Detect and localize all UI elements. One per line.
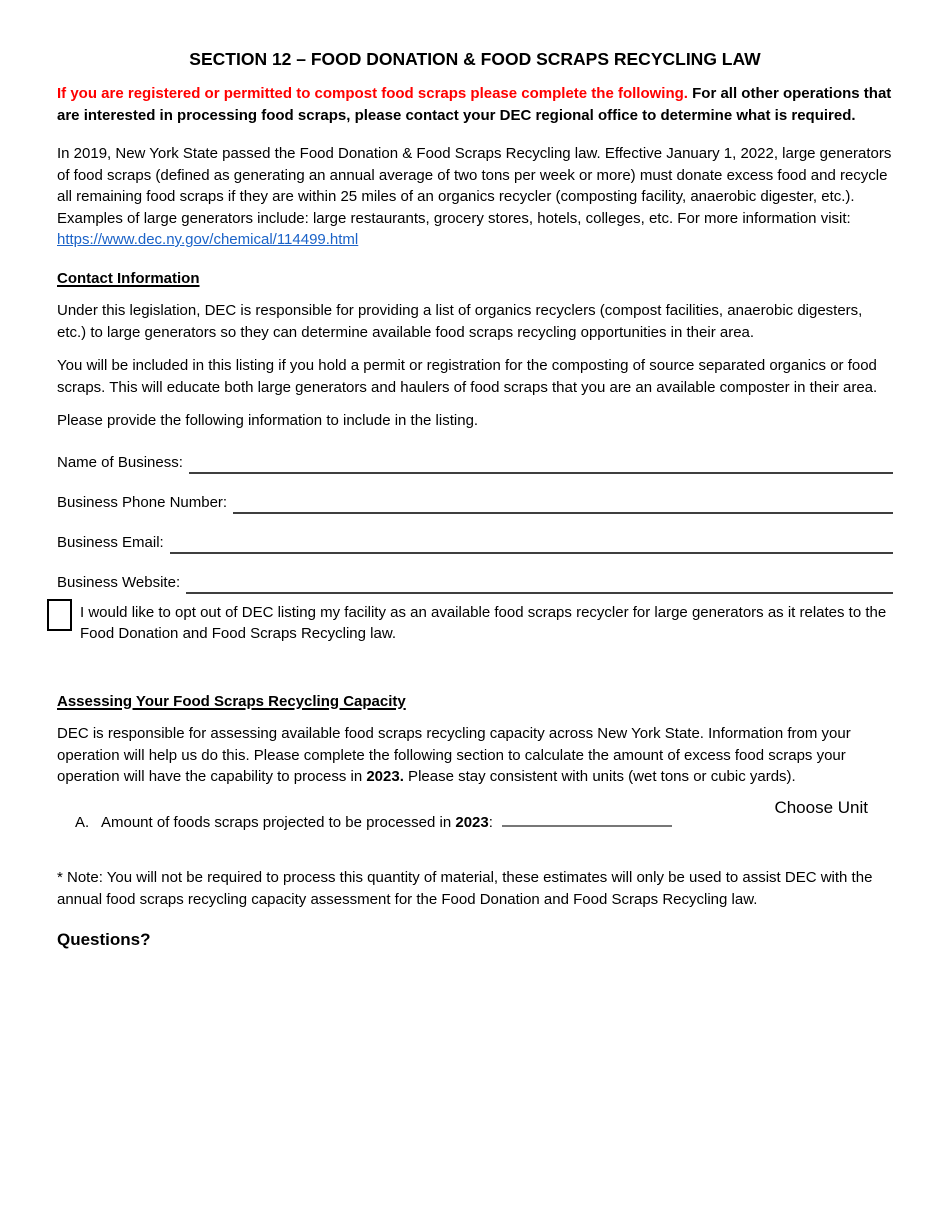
opt-out-label: I would like to opt out of DEC listing my facility as an available food scraps recycler for large generators as it relates to the Food Donation and Food Scraps Recycling law. <box>80 603 887 642</box>
dec-info-link[interactable]: https://www.dec.ny.gov/chemical/114499.html <box>57 231 359 248</box>
capacity-text-1: DEC is responsible for assessing available food scraps recycling capacity across New York State. Information from your operation will help us do this. Please complete the following section to calculate the amount of excess food scraps your operation will have the capability to process in <box>57 725 851 785</box>
law-paragraph-text: In 2019, New York State passed the Food Donation & Food Scraps Recycling law. Effective January 1, 2022, large generators of food scraps (defined as generating an annual average of two tons per week or more) must donate excess food and recycle all remaining food scraps if they are within 25 miles of an organics recycler (composting facility, anaerobic digester, etc.). Examples of large generators include: large restaurants, grocery stores, hotels, colleges, etc. For more information visit: <box>57 145 892 227</box>
business-phone-label: Business Phone Number: <box>57 494 228 511</box>
opt-out-checkbox[interactable] <box>47 599 72 631</box>
item-a-year-bold: 2023 <box>455 813 489 831</box>
contact-paragraph-3: Please provide the following information to include in the listing. <box>57 412 479 429</box>
field-row-business-website <box>57 573 893 594</box>
business-email-label: Business Email: <box>57 534 164 551</box>
questions-heading: Questions? <box>57 930 151 949</box>
intro-rest-text: For all other operations that are interested in processing food scraps, please contact your DEC regional office to determine what is required. <box>57 85 892 124</box>
capacity-item-a <box>57 797 893 834</box>
choose-unit-dropdown[interactable]: Choose Unit <box>774 797 868 817</box>
field-row-name-of-business <box>57 453 893 474</box>
name-of-business-label: Name of Business: <box>57 454 183 471</box>
capacity-heading: Assessing Your Food Scraps Recycling Capacity <box>57 692 406 710</box>
law-paragraph <box>57 143 893 251</box>
contact-information-heading: Contact Information <box>57 269 200 287</box>
field-row-business-phone <box>57 493 893 514</box>
page-title: SECTION 12 – FOOD DONATION & FOOD SCRAPS RECYCLING LAW <box>189 49 761 69</box>
contact-paragraph-2: You will be included in this listing if you hold a permit or registration for the composting of source separated organics or food scraps. This will educate both large generators and haulers of food scraps that you are an available composter in their area. <box>57 357 878 396</box>
item-a-text: Amount of foods scraps projected to be processed in <box>101 813 456 831</box>
business-email-input-line[interactable] <box>170 533 893 554</box>
capacity-paragraph <box>57 723 893 788</box>
business-website-label: Business Website: <box>57 574 181 591</box>
business-phone-input-line[interactable] <box>233 493 893 514</box>
opt-out-paragraph <box>57 602 893 645</box>
capacity-year-bold: 2023. <box>366 768 404 785</box>
name-of-business-input-line[interactable] <box>189 453 893 474</box>
intro-paragraph <box>57 83 893 126</box>
item-a-colon: : <box>488 813 498 831</box>
field-row-business-email <box>57 533 893 554</box>
amount-input-line[interactable] <box>502 808 672 827</box>
business-website-input-line[interactable] <box>186 573 893 594</box>
item-a-letter: A. <box>75 813 90 831</box>
contact-paragraph-1: Under this legislation, DEC is responsible for providing a list of organics recyclers (compost facilities, anaerobic digesters, etc.) to large generators so they can determine available food scraps recycling opportunities in their area. <box>57 302 863 341</box>
note-paragraph: * Note: You will not be required to process this quantity of material, these estimates will only be used to assist DEC with the annual food scraps recycling capacity assessment for the Food Donation and Food Scraps Recycling law. <box>57 869 873 908</box>
capacity-text-2: Please stay consistent with units (wet tons or cubic yards). <box>403 768 796 785</box>
intro-alert-text: If you are registered or permitted to compost food scraps please complete the following. <box>57 85 688 102</box>
